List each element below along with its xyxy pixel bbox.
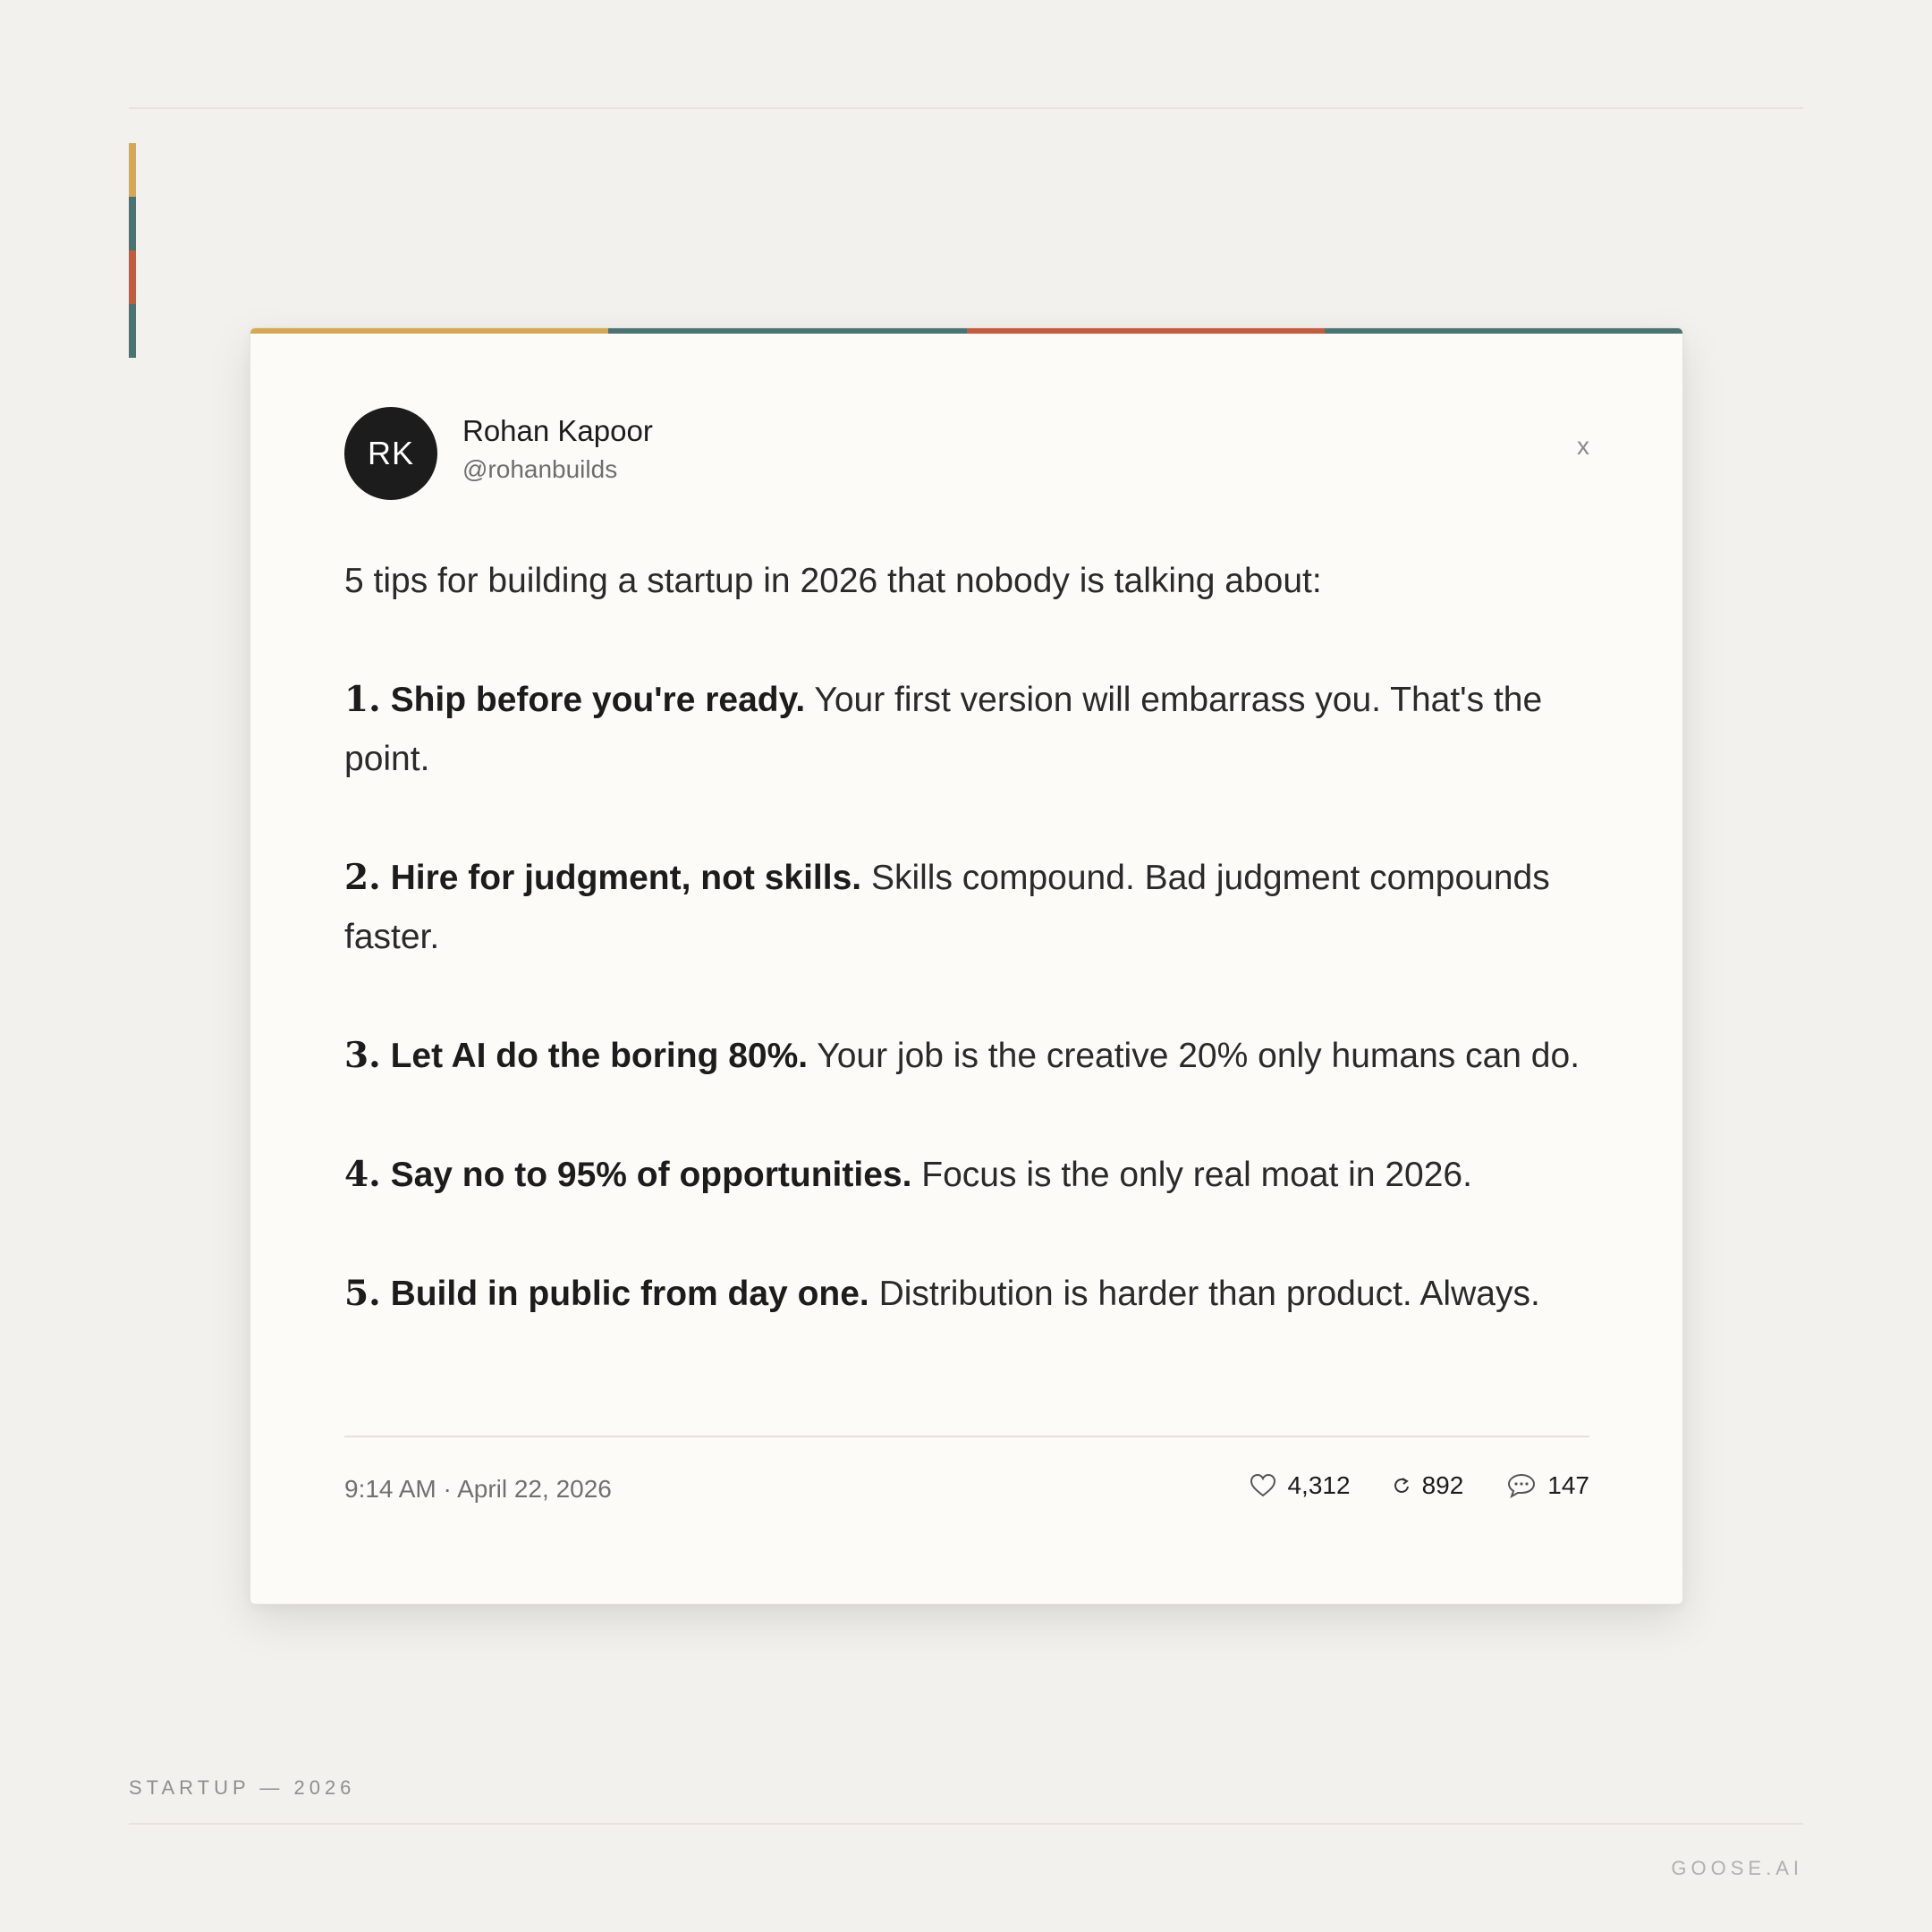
accent-stripes [129, 143, 136, 358]
tip-title: Build in public from day one. [390, 1275, 869, 1313]
repost-button[interactable] [1394, 1471, 1464, 1500]
bottom-divider [129, 1823, 1803, 1825]
like-button[interactable] [1250, 1471, 1350, 1500]
like-count: 4,312 [1287, 1471, 1351, 1499]
tip-number: 2. [344, 857, 381, 898]
heart-icon [1250, 1473, 1276, 1498]
repost-count: 892 [1421, 1471, 1464, 1499]
tip-number: 1. [344, 679, 381, 720]
close-icon[interactable]: x [1577, 432, 1589, 460]
tip-item [344, 670, 1597, 789]
tip-title: Let AI do the boring 80%. [390, 1037, 809, 1075]
author-name[interactable]: Rohan Kapoor [462, 414, 653, 447]
tip-item [344, 1264, 1597, 1324]
footer-label: STARTUP — 2026 [129, 1776, 356, 1799]
post-timestamp[interactable]: 9:14 AM · April 22, 2026 [344, 1475, 612, 1503]
tip-number: 4. [344, 1154, 381, 1195]
tip-item [344, 848, 1597, 967]
tip-body: Your job is the creative 20% only humans can do. [817, 1037, 1580, 1075]
tip-body: Distribution is harder than product. Always. [878, 1275, 1540, 1313]
card-divider [344, 1436, 1589, 1437]
author-handle[interactable]: @rohanbuilds [462, 455, 618, 483]
post-intro: 5 tips for building a startup in 2026 that nobody is talking about: [344, 562, 1322, 600]
tip-title: Say no to 95% of opportunities. [390, 1156, 912, 1194]
tip-number: 5. [344, 1273, 381, 1314]
avatar-initials: RK [367, 435, 414, 471]
tip-body: Your first version will embarrass you. That's the point. [344, 681, 1543, 778]
top-divider [129, 107, 1803, 109]
tip-number: 3. [344, 1035, 381, 1076]
comment-count: 147 [1547, 1471, 1589, 1499]
tip-title: Hire for judgment, not skills. [390, 859, 862, 897]
post-card [250, 327, 1683, 1605]
tip-body: Skills compound. Bad judgment compounds faster. [344, 859, 1550, 956]
tip-item [344, 1026, 1597, 1086]
comment-button[interactable] [1506, 1471, 1589, 1500]
brand-logo: GOOSE.AI [1671, 1857, 1803, 1879]
tip-title: Ship before you're ready. [390, 681, 806, 719]
avatar[interactable] [344, 407, 437, 500]
engagement-metrics [1250, 1471, 1589, 1500]
post-body [344, 552, 1597, 1324]
repost-icon [1394, 1476, 1411, 1496]
card-color-bar [250, 328, 1682, 334]
tip-item [344, 1145, 1597, 1205]
tip-body: Focus is the only real moat in 2026. [921, 1156, 1472, 1194]
comment-icon [1506, 1472, 1537, 1499]
